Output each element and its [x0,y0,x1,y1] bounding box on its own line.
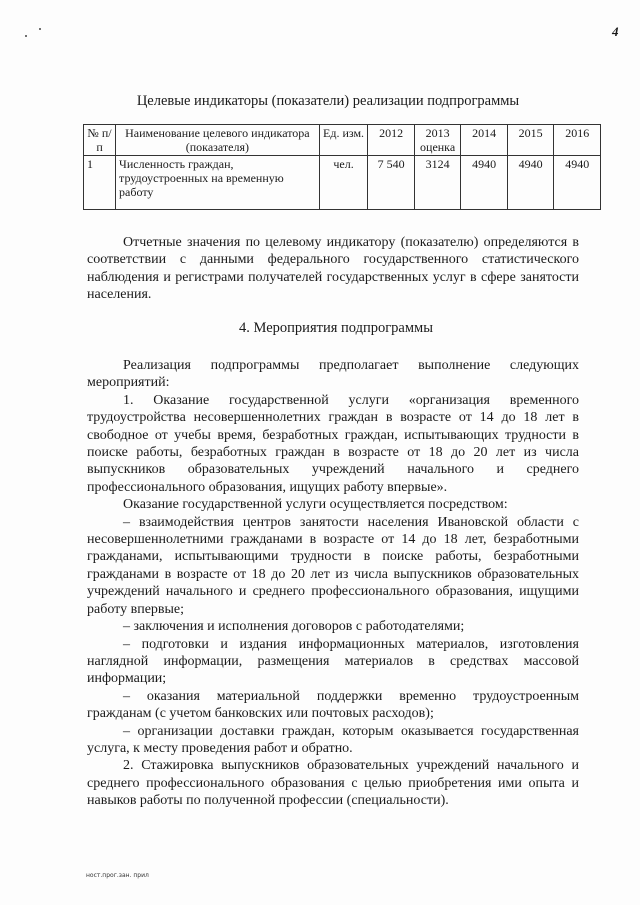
header-2012: 2012 [368,125,415,156]
item-2-paragraph: 2. Стажировка выпускников образовательных учреждений начального и среднего профессионального образования с целью приобретения ими опыта и навыков работы по полученной профессии (специальности). [87,758,579,809]
header-name: Наименование целевого индикатора (показателя) [116,125,320,156]
intro-paragraph: Реализация подпрограммы предполагает выполнение следующих мероприятий: [87,358,579,391]
cell-2014: 4940 [461,156,508,210]
header-unit: Ед. изм. [319,125,368,156]
page-number: 4 [612,24,619,39]
footer-filename: ност.прог.зан. прил [86,872,149,879]
header-2013: 2013 оценка [414,125,461,156]
table-header-row [84,125,601,156]
table-row [84,156,601,210]
dash-item: – заключения и исполнения договоров с работодателями; [123,619,465,635]
cell-2015: 4940 [507,156,554,210]
cell-num: 1 [84,156,116,210]
cell-unit: чел. [319,156,368,210]
means-paragraph: Оказание государственной услуги осуществляется посредством: [123,497,508,513]
cell-name: Численность граждан, трудоустроенных на временную работу [116,156,320,210]
dash-item: – организации доставки граждан, которым оказывается государственная услуга, к месту проведения работ и обратно. [87,723,579,756]
cell-2012: 7 540 [368,156,415,210]
header-2016: 2016 [554,125,601,156]
item-1-paragraph: 1. Оказание государственной услуги «организация временного трудоустройства несовершеннолетних граждан в возрасте от 14 до 18 лет в свободное от учебы время, безработных граждан, испытывающих трудности в поиске работы, безработных граждан в возрасте от 18 до 20 лет из числа выпускников образовательных учреждений начального и среднего профессионального образования, ищущих работу впервые». [87,392,579,495]
cell-2016: 4940 [554,156,601,210]
reporting-block [87,234,579,304]
cell-2013: 3124 [414,156,461,210]
section-title: 4. Мероприятия подпрограммы [239,320,433,336]
scan-speck [25,35,27,37]
dash-item: – оказания материальной поддержки временно трудоустроенным гражданам (с учетом банковских или почтовых расходов); [87,688,579,722]
header-2014: 2014 [461,125,508,156]
dash-item: – подготовки и издания информационных материалов, изготовления наглядной информации, размещения материалов в средствах массовой информации; [87,636,579,687]
header-2015: 2015 [507,125,554,156]
header-num: № п/п [84,125,116,156]
indicator-table [83,124,601,210]
table-title: Целевые индикаторы (показатели) реализации подпрограммы [136,93,520,109]
reporting-paragraph: Отчетные значения по целевому индикатору (показателю) определяются в соответствии с данными федерального государственного статистического наблюдения и регистрами получателей государственных услуг в сфере занятости населения. [87,235,579,303]
scan-speck [39,28,41,30]
section-body [87,357,579,810]
dash-item: – взаимодействия центров занятости населения Ивановской области с несовершеннолетними гражданами в возрасте от 14 до 18 лет, безработными гражданами, испытывающими трудности в поиске работы, безработными гражданами в возрасте от 18 до 20 лет из числа выпускников образовательных учреждений начального и среднего профессионального образования, ищущими работу впервые; [87,514,579,617]
